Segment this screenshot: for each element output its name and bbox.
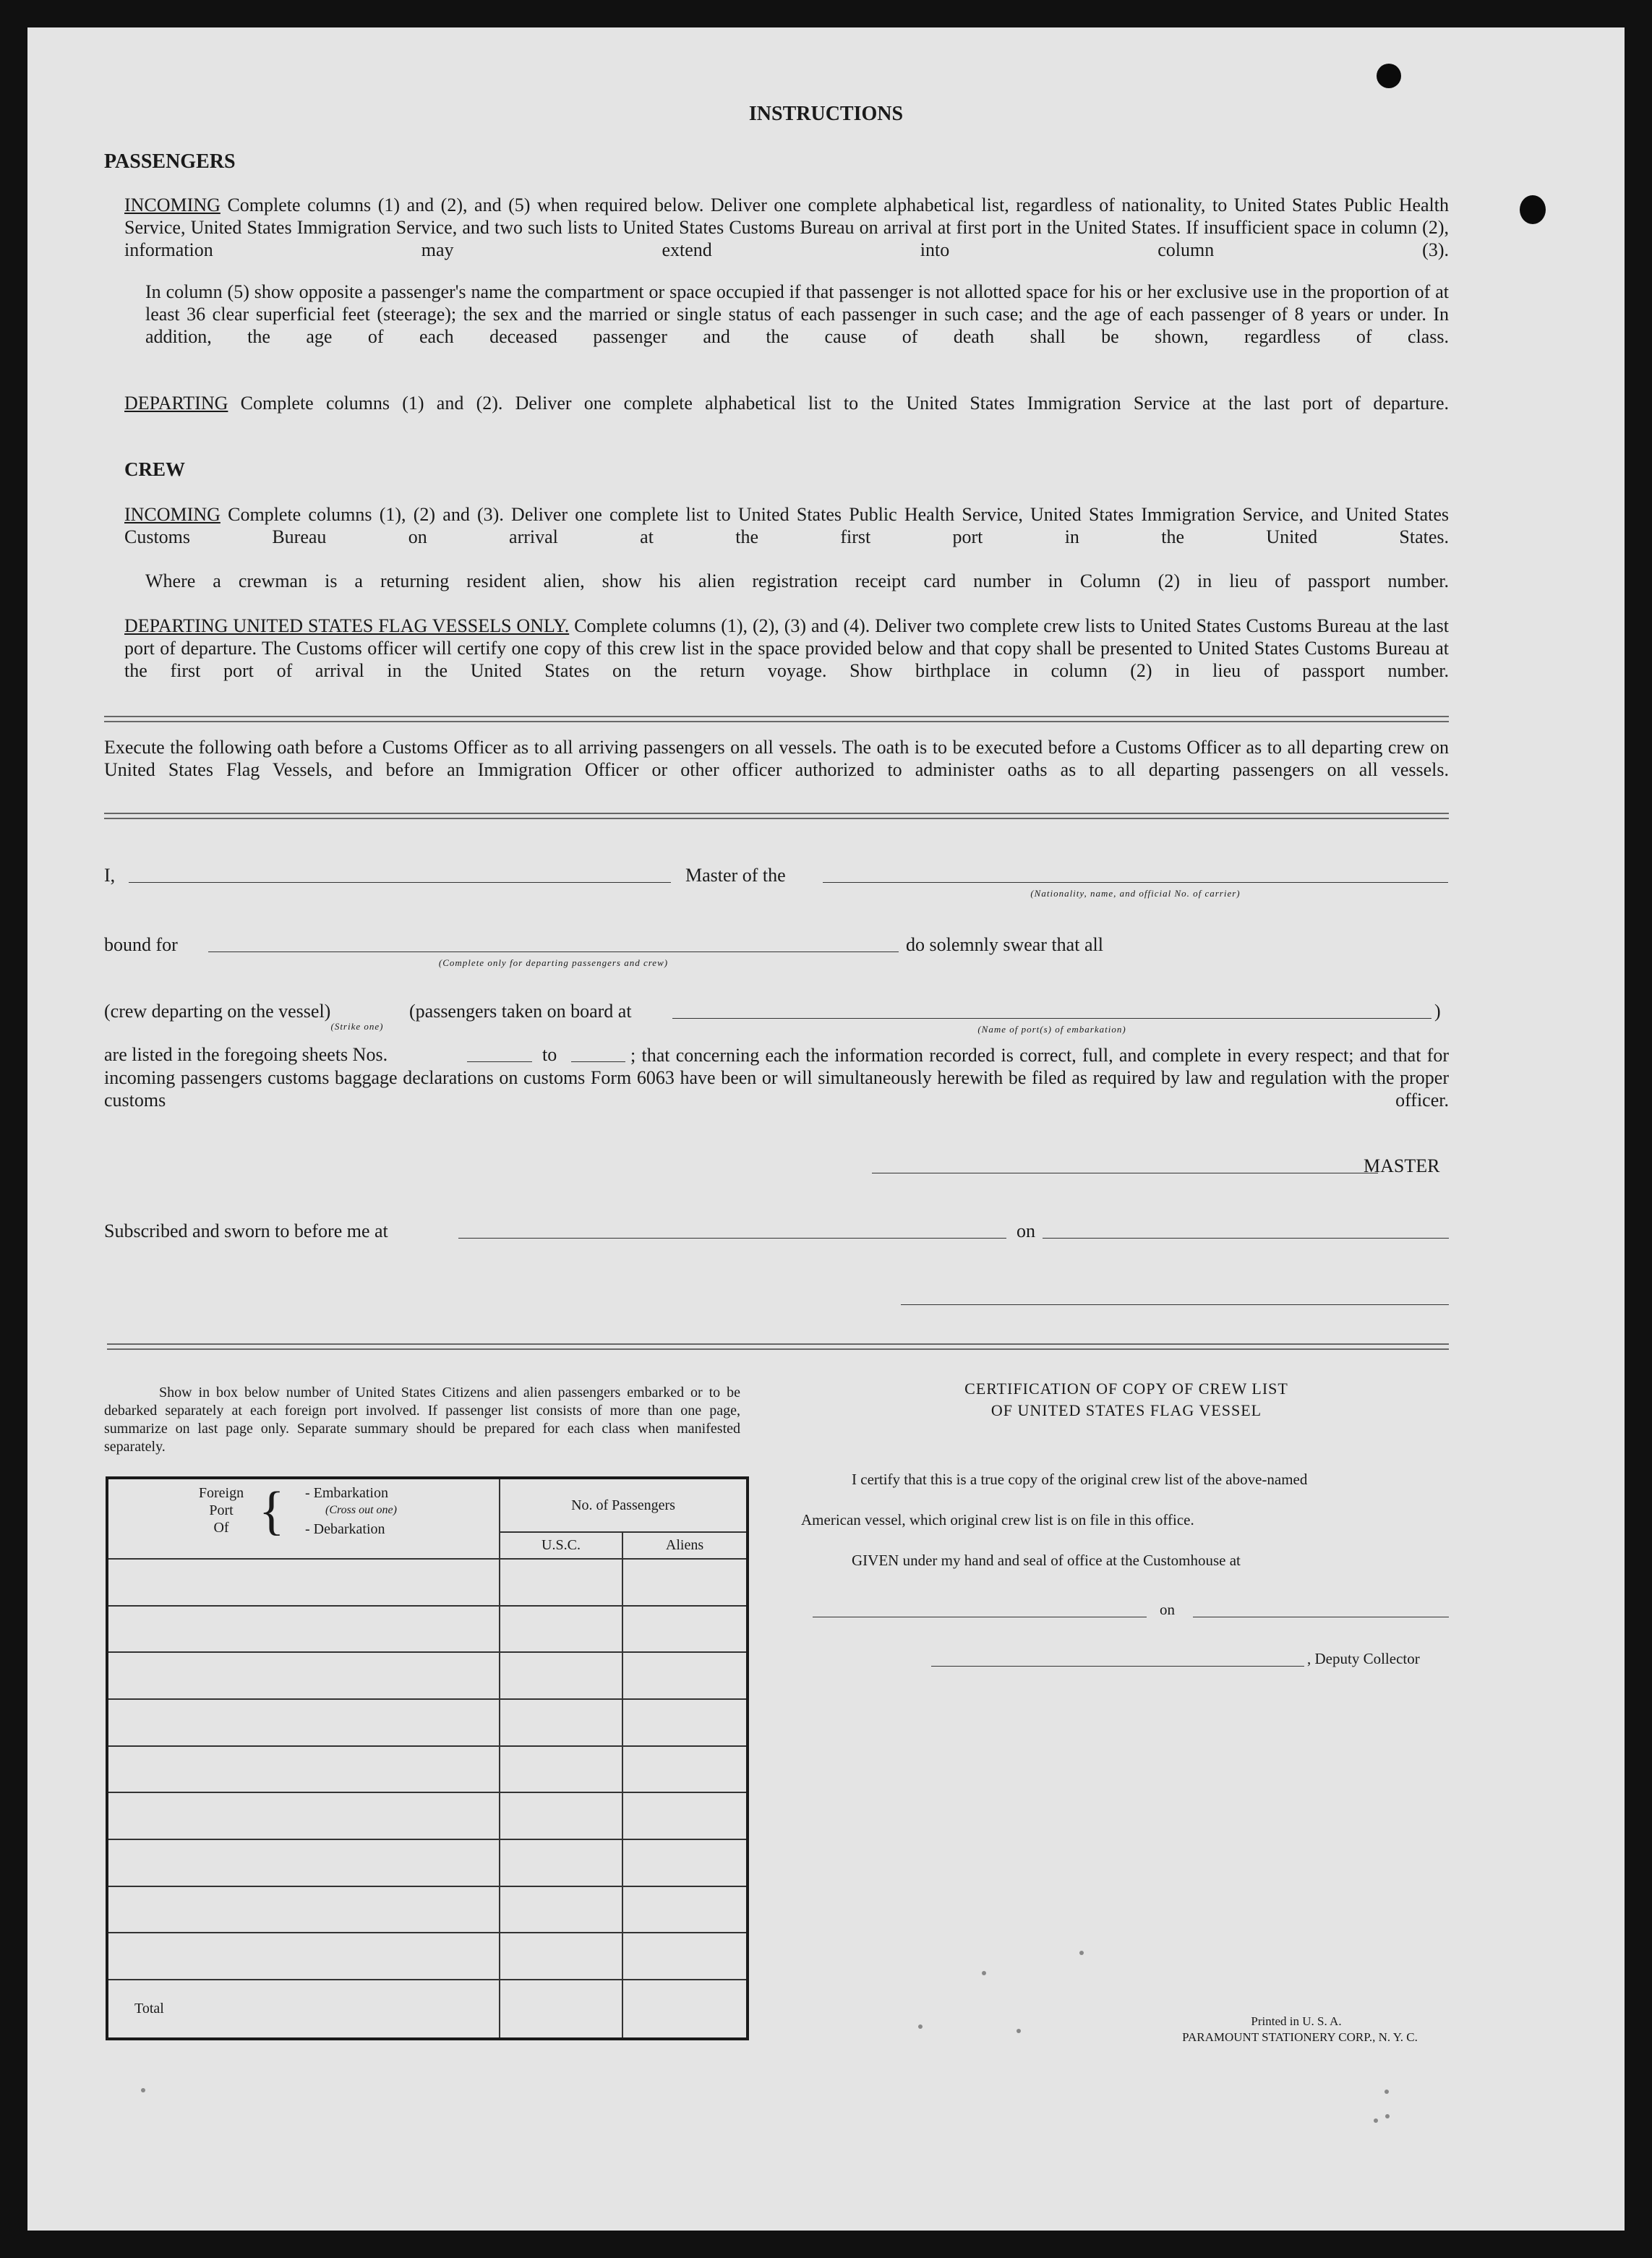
i-label: I, xyxy=(104,865,116,886)
usc-cell[interactable] xyxy=(500,1699,622,1746)
deputy-signature-line[interactable] xyxy=(931,1666,1304,1667)
bound-for-label: bound for xyxy=(104,934,178,955)
usc-cell[interactable] xyxy=(500,1746,622,1793)
divider xyxy=(107,1343,1449,1350)
usc-cell[interactable] xyxy=(500,1839,622,1886)
usc-cell[interactable] xyxy=(500,1792,622,1839)
bound-for-line[interactable] xyxy=(208,951,899,952)
aliens-cell[interactable] xyxy=(622,1839,748,1886)
punch-hole-right xyxy=(1520,195,1546,224)
usc-cell[interactable] xyxy=(500,1652,622,1699)
aliens-cell[interactable] xyxy=(622,1559,748,1606)
departing-label: DEPARTING xyxy=(124,393,228,414)
master-name-line[interactable] xyxy=(129,882,671,883)
port-cell[interactable] xyxy=(107,1933,500,1980)
aliens-cell[interactable] xyxy=(622,1933,748,1980)
aliens-cell[interactable] xyxy=(622,1606,748,1653)
table-row xyxy=(107,1839,748,1886)
ports-line[interactable] xyxy=(672,1018,1431,1019)
certification-title-1: CERTIFICATION OF COPY OF CREW LIST xyxy=(964,1380,1288,1398)
strike-one-caption: (Strike one) xyxy=(330,1021,384,1032)
certification-title-2: OF UNITED STATES FLAG VESSEL xyxy=(990,1401,1262,1419)
cross-out-label: (Cross out one) xyxy=(325,1504,397,1516)
total-usc-cell[interactable] xyxy=(500,1980,622,2039)
of-label: Of xyxy=(213,1520,229,1536)
crew-incoming-paragraph xyxy=(124,503,1449,570)
punch-hole-top xyxy=(1377,64,1401,88)
summary-instructions: Show in box below number of United States Citizens and alien passengers embarked or to be debarked separately at each foreign port involved. If passenger list consists of more than one page, summarize on last page only. Separate summary should be prepared for each class when manifested separately. xyxy=(104,1385,740,1455)
printer-name: PARAMOUNT STATIONERY CORP., N. Y. C. xyxy=(1182,2030,1418,2044)
port-header-cell xyxy=(107,1478,500,1559)
crew-incoming-text: Complete columns (1), (2) and (3). Deliver one complete list to United States Public Health Service, United States Immigration Service, and United States Customs Bureau on arrival at the first port in the United States. xyxy=(124,504,1450,547)
sworn-date-line[interactable] xyxy=(1043,1238,1449,1239)
port-cell[interactable] xyxy=(107,1746,500,1793)
total-label: Total xyxy=(107,1980,500,2039)
resident-alien-paragraph: Where a crewman is a returning resident alien, show his alien registration receipt card number in Column (2) in lieu of passport number. xyxy=(145,570,1449,591)
sworn-on-label: on xyxy=(1017,1220,1035,1241)
aliens-cell[interactable] xyxy=(622,1699,748,1746)
vessel-text: American vessel, which original crew list is on file in this office. xyxy=(801,1511,1194,1528)
speck xyxy=(1017,2029,1021,2033)
sworn-location-line[interactable] xyxy=(458,1238,1006,1239)
speck xyxy=(141,2088,145,2092)
table-row xyxy=(107,1792,748,1839)
crew-departing-option: (crew departing on the vessel) xyxy=(104,1001,331,1022)
speck xyxy=(1385,2114,1390,2118)
embarkation-label: - Embarkation xyxy=(305,1485,388,1501)
speck xyxy=(982,1971,986,1975)
form-page xyxy=(27,27,1625,2231)
passengers-heading: PASSENGERS xyxy=(104,150,236,173)
aliens-cell[interactable] xyxy=(622,1792,748,1839)
master-label: MASTER xyxy=(1364,1155,1440,1176)
usc-cell[interactable] xyxy=(500,1933,622,1980)
crew-departing-text: Complete columns (1), (2), (3) and (4). Deliver two complete crew lists to United States Customs Bureau at the last port of departure. The Customs officer will certify one copy of this crew list in the space provided below and that copy shall be presented to United States Customs Bureau at the first port of arrival in the United States on the return voyage. Show birthplace in column (2) in lieu of passport number. xyxy=(124,615,1450,681)
port-cell[interactable] xyxy=(107,1606,500,1653)
divider xyxy=(104,813,1449,819)
port-cell[interactable] xyxy=(107,1559,500,1606)
table-row xyxy=(107,1933,748,1980)
subscribed-label: Subscribed and sworn to before me at xyxy=(104,1220,388,1241)
aliens-cell[interactable] xyxy=(622,1886,748,1933)
speck xyxy=(918,2024,923,2029)
oath-intro: Execute the following oath before a Customs Officer as to all arriving passengers on all vessels. The oath is to be executed before a Customs Officer as to all departing crew on United States Flag Vessels, and before an Immigration Officer or other officer authorized to administer oaths as to all departing passengers on all vessels. xyxy=(104,737,1449,780)
listed-text-a: are listed in the foregoing sheets Nos. xyxy=(104,1044,388,1065)
usc-cell[interactable] xyxy=(500,1559,622,1606)
usc-cell[interactable] xyxy=(500,1606,622,1653)
aliens-cell[interactable] xyxy=(622,1652,748,1699)
port-cell[interactable] xyxy=(107,1699,500,1746)
brace-icon: { xyxy=(259,1481,285,1541)
crew-heading: CREW xyxy=(124,458,186,480)
usc-header: U.S.C. xyxy=(500,1532,622,1559)
passengers-incoming-paragraph xyxy=(124,194,1449,283)
no-passengers-header: No. of Passengers xyxy=(500,1478,748,1532)
table-row xyxy=(107,1652,748,1699)
listed-to: to xyxy=(542,1044,557,1065)
page-title: INSTRUCTIONS xyxy=(748,103,904,125)
ports-caption: (Name of port(s) of embarkation) xyxy=(977,1024,1126,1035)
incoming-label: INCOMING xyxy=(124,194,221,215)
passenger-summary-table xyxy=(106,1476,749,2040)
total-row xyxy=(107,1980,748,2039)
crew-departing-label: DEPARTING UNITED STATES FLAG VESSELS ONLY. xyxy=(124,615,570,636)
passengers-taken-option: (passengers taken on board at xyxy=(409,1001,632,1022)
speck xyxy=(1384,2090,1389,2094)
bound-caption: (Complete only for departing passengers and crew) xyxy=(438,957,669,968)
port-cell[interactable] xyxy=(107,1886,500,1933)
incoming-text: Complete columns (1) and (2), and (5) when required below. Deliver one complete alphabetical list, regardless of nationality, to United States Public Health Service, United States Immigration Service, and two such lists to United States Customs Bureau on arrival at first port in the United States. If insufficient space in column (2), information may extend into column (3). xyxy=(124,194,1449,260)
foreign-label: Foreign xyxy=(198,1485,244,1501)
close-paren: ) xyxy=(1434,1001,1441,1022)
passengers-departing-paragraph xyxy=(124,392,1449,437)
port-cell[interactable] xyxy=(107,1839,500,1886)
aliens-cell[interactable] xyxy=(622,1746,748,1793)
deputy-collector-label: , Deputy Collector xyxy=(1307,1650,1420,1667)
usc-cell[interactable] xyxy=(500,1886,622,1933)
certify-text: I certify that this is a true copy of the original crew list of the above-named xyxy=(852,1471,1308,1488)
printed-in-usa: Printed in U. S. A. xyxy=(1251,2014,1342,2028)
cert-on-label: on xyxy=(1160,1601,1175,1618)
master-of-the-label: Master of the xyxy=(685,865,786,886)
crew-departing-paragraph xyxy=(124,615,1449,704)
total-aliens-cell[interactable] xyxy=(622,1980,748,2039)
table-row xyxy=(107,1699,748,1746)
port-label: Port xyxy=(209,1502,234,1518)
table-row xyxy=(107,1886,748,1933)
aliens-header: Aliens xyxy=(622,1532,748,1559)
table-row xyxy=(107,1746,748,1793)
port-cell[interactable] xyxy=(107,1652,500,1699)
speck xyxy=(1079,1951,1084,1955)
column5-paragraph: In column (5) show opposite a passenger's name the compartment or space occupied if that passenger is not allotted space for his or her exclusive use in the proportion of at least 36 clear superficial feet (steerage); the sex and the married or single status of each passenger in such case; and the age of each passenger of 8 years or under. In addition, the age of each deceased passenger and the cause of death shall be shown, regardless of class. xyxy=(145,281,1449,347)
given-text: GIVEN under my hand and seal of office at the Customhouse at xyxy=(852,1552,1241,1569)
table-row xyxy=(107,1606,748,1653)
listed-text-b-content: ; that concerning each the information recorded is correct, full, and complete in every respect; and that for incoming passengers customs baggage declarations on customs Form 6063 have been or will simultaneously herewith be filed as required by law and regulation with the proper customs officer. xyxy=(104,1045,1449,1111)
crew-incoming-label: INCOMING xyxy=(124,504,221,525)
officer-signature-line[interactable] xyxy=(901,1304,1449,1305)
swear-label: do solemnly swear that all xyxy=(906,934,1103,955)
debarkation-label: - Debarkation xyxy=(305,1521,385,1537)
listed-text-b xyxy=(104,1044,1449,1134)
carrier-line[interactable] xyxy=(823,882,1448,883)
carrier-caption: (Nationality, name, and official No. of carrier) xyxy=(1030,888,1241,899)
port-cell[interactable] xyxy=(107,1792,500,1839)
speck xyxy=(1374,2118,1378,2123)
divider xyxy=(104,716,1449,722)
departing-text: Complete columns (1) and (2). Deliver one complete alphabetical list to the United States Immigration Service at the last port of departure. xyxy=(240,393,1449,414)
table-row xyxy=(107,1559,748,1606)
